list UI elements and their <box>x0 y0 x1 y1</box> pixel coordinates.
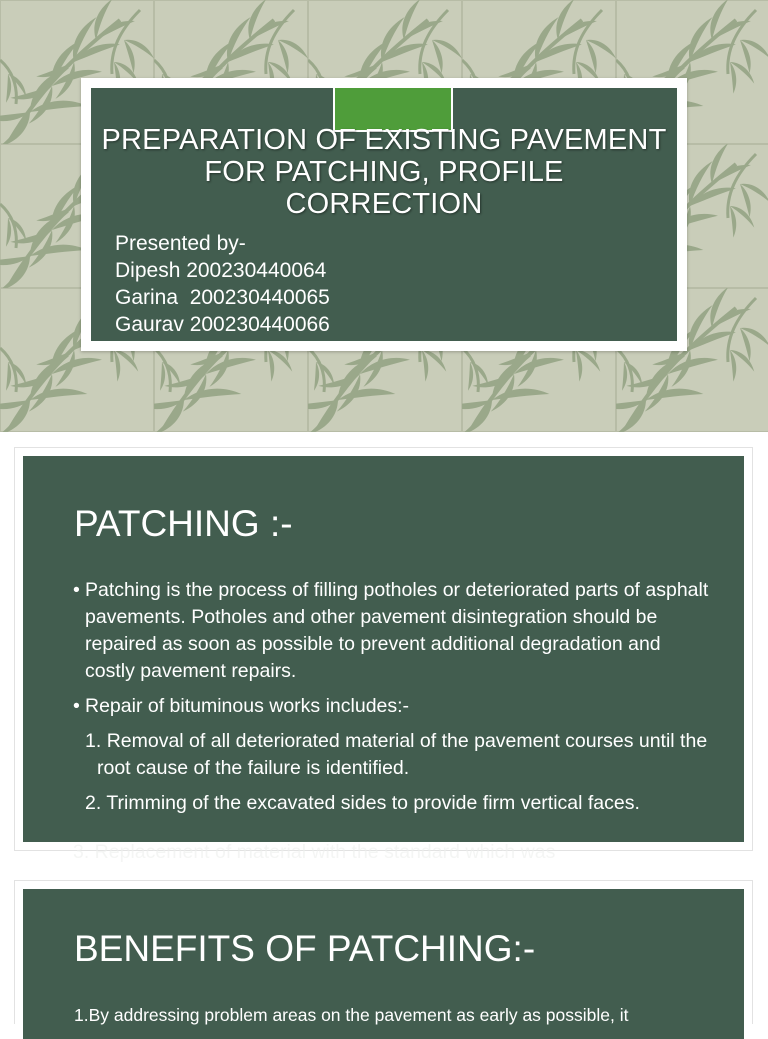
list-item <box>85 728 713 782</box>
benefits-slide <box>14 880 753 1024</box>
list-item-text: Patching is the process of filling potholes or deteriorated parts of asphalt pavements. Potholes and other pavement disintegration should be repaired as soon as possible to prevent additional degradation and costly pavement repairs. <box>85 579 709 682</box>
number-marker: 1. <box>85 730 102 752</box>
list-item <box>73 577 713 685</box>
slide-panel <box>23 889 744 1039</box>
list-item-text: Repair of bituminous works includes:- <box>85 695 410 717</box>
title-panel <box>91 88 677 341</box>
body-text: 1.By addressing problem areas on the pavement as early as possible, it <box>74 1005 629 1025</box>
title-line: FOR PATCHING, PROFILE <box>204 156 564 188</box>
presenter-entry: Dipesh 200230440064 <box>115 259 327 282</box>
bullet-marker: • <box>73 695 80 717</box>
bullet-marker: • <box>73 579 80 601</box>
overflow-text: 3. Replacement of material with the standard which was <box>73 841 556 863</box>
slide-heading: PATCHING :- <box>74 503 293 544</box>
title-line: CORRECTION <box>285 188 483 220</box>
presenter-entry: Gaurav 200230440066 <box>115 313 330 336</box>
title-line: PREPARATION OF EXISTING PAVEMENT <box>101 124 667 156</box>
presenters-heading: Presented by- <box>115 232 246 255</box>
presenters-block <box>115 230 330 338</box>
number-marker: 2. <box>85 792 102 814</box>
list-item <box>85 790 713 817</box>
title-slide <box>0 0 768 432</box>
slide-panel <box>23 456 744 842</box>
list-item <box>73 693 713 720</box>
slide-title <box>91 124 677 220</box>
patching-slide <box>14 447 753 851</box>
bullet-list <box>73 577 713 825</box>
slide-heading: BENEFITS OF PATCHING:- <box>74 928 536 969</box>
presenter-entry: Garina 200230440065 <box>115 286 330 309</box>
list-item-text: Trimming of the excavated sides to provide firm vertical faces. <box>106 792 640 814</box>
list-item-text: Removal of all deteriorated material of the pavement courses until the root cause of the failure is identified. <box>97 730 708 779</box>
title-frame <box>81 78 687 351</box>
